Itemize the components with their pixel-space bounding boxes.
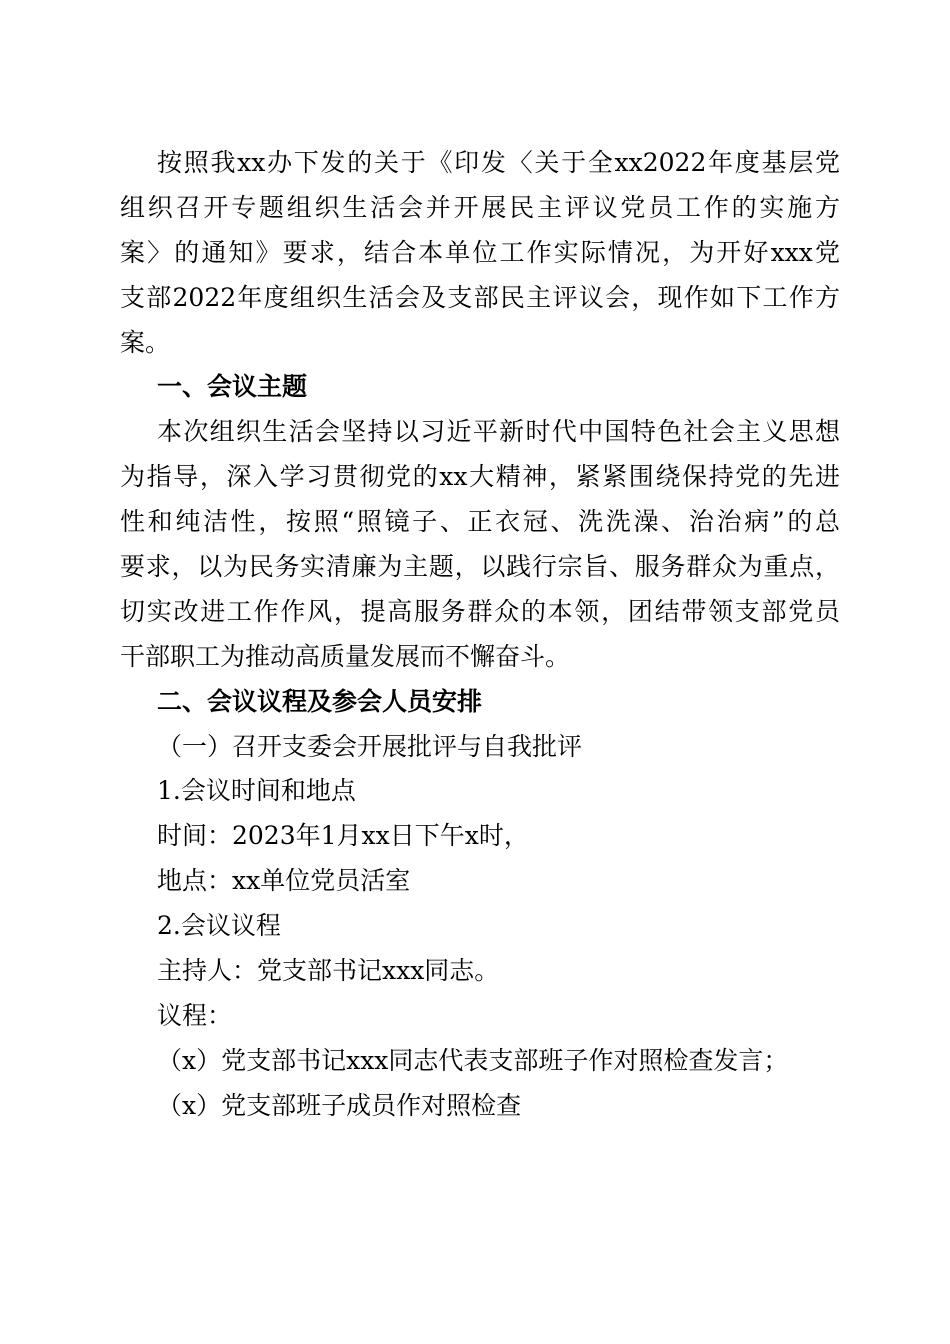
agenda-label: 议程： (157, 1000, 233, 1030)
theme-paragraph (120, 410, 840, 679)
agenda-item: （x）党支部书记xxx同志代表支部班子作对照检查发言； (157, 1045, 789, 1075)
section-heading: 二、会议议程及参会人员安排 (157, 686, 483, 716)
intro-paragraph (120, 141, 840, 365)
text-line: 性和纯洁性，按照“照镜子、正衣冠、洗洗澡、治治病”的总 (120, 507, 840, 537)
text-line: 切实改进工作作风，提高服务群众的本领，团结带领支部党员 (120, 596, 840, 626)
meeting-time: 时间：2023年1月xx日下午x时， (157, 821, 529, 851)
meeting-place: 地点：xx单位党员活室 (157, 866, 411, 896)
section-heading: 一、会议主题 (157, 372, 308, 402)
item-heading: 2.会议议程 (157, 911, 281, 941)
meeting-host: 主持人：党支部书记xxx同志。 (157, 956, 500, 986)
text-line: 支部2022年度组织生活会及支部民主评议会，现作如下工作方 (120, 282, 840, 312)
document-body (120, 141, 840, 1129)
text-line: 组织召开专题组织生活会并开展民主评议党员工作的实施方 (120, 192, 840, 222)
text-line: 案。 (120, 327, 171, 357)
text-line: 干部职工为推动高质量发展而不懈奋斗。 (120, 641, 571, 671)
text-line: 案〉的通知》要求，结合本单位工作实际情况，为开好xxx党 (120, 237, 840, 267)
item-heading: 1.会议时间和地点 (157, 776, 356, 806)
text-line: 为指导，深入学习贯彻党的xx大精神，紧紧围绕保持党的先进 (120, 462, 840, 492)
text-line: 本次组织生活会坚持以习近平新时代中国特色社会主义思想 (157, 417, 840, 447)
agenda-item: （x）党支部班子成员作对照检查 (157, 1090, 522, 1120)
subsection-heading: （一）召开支委会开展批评与自我批评 (157, 731, 583, 761)
text-line: 要求，以为民务实清廉为主题，以践行宗旨、服务群众为重点， (120, 552, 840, 582)
text-line: 按照我xx办下发的关于《印发〈关于全xx2022年度基层党 (157, 148, 840, 177)
